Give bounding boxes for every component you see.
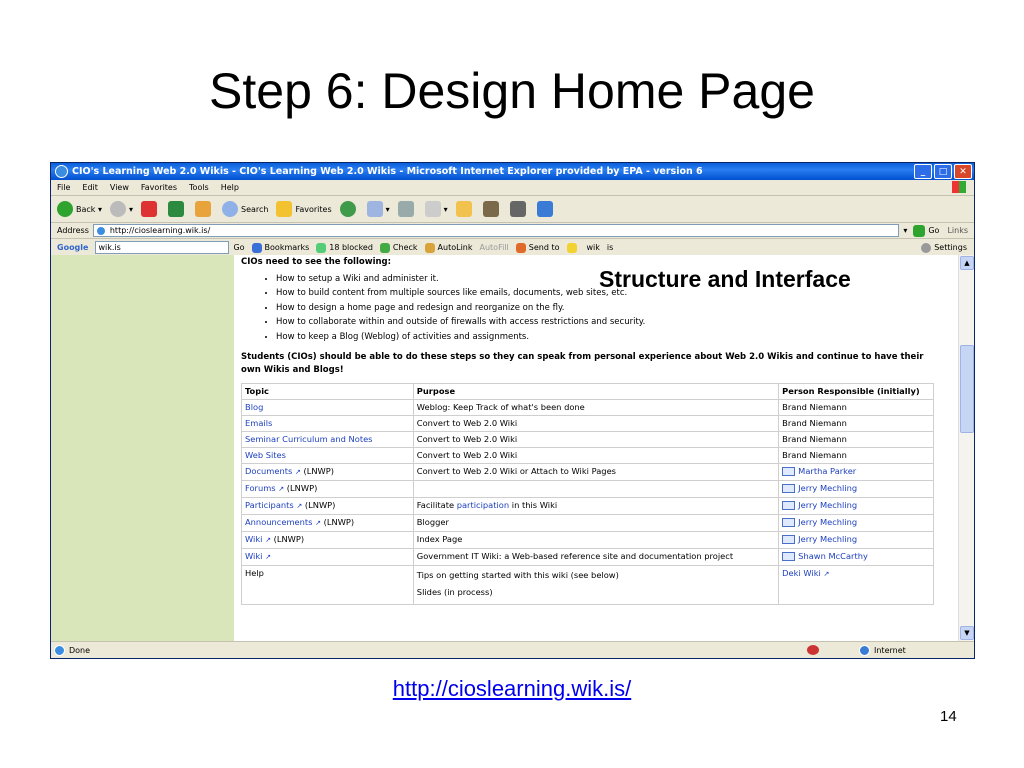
go-arrow-icon	[913, 225, 925, 237]
topic-link[interactable]: Forums	[245, 483, 276, 493]
external-link-icon: ↗	[265, 553, 271, 561]
external-link-icon: ↗	[296, 502, 303, 510]
close-button[interactable]: ✕	[954, 164, 972, 179]
autolink-icon	[425, 243, 435, 253]
star-icon	[252, 243, 262, 253]
table-row	[242, 566, 934, 605]
settings-button[interactable]: Settings	[921, 243, 967, 253]
favorites-star-icon	[276, 201, 292, 217]
header-topic: Topic	[242, 384, 414, 400]
page-icon	[96, 226, 106, 236]
windows-logo-icon	[952, 181, 966, 193]
sendto-button[interactable]: Send to	[516, 243, 560, 253]
structure-interface-label: Structure and Interface	[599, 266, 851, 292]
forward-button[interactable]: ▾	[110, 201, 133, 217]
help-purpose-line: Slides (in process)	[416, 587, 493, 597]
list-item: • How to keep a Blog (Weblog) of activities and assignments.	[276, 330, 645, 344]
favorites-button[interactable]: Favorites	[276, 201, 331, 217]
status-text: Done	[69, 645, 91, 655]
purpose-cell: Weblog: Keep Track of what's been done	[413, 400, 778, 416]
google-logo: Google	[57, 243, 89, 252]
needs-list	[241, 272, 645, 344]
topic-link[interactable]: Announcements	[245, 517, 313, 527]
purpose-cell: Index Page	[413, 532, 778, 549]
refresh-icon	[168, 201, 184, 217]
purpose-cell: Blogger	[413, 515, 778, 532]
edit-icon	[425, 201, 441, 217]
person-link[interactable]: Jerry Mechling	[798, 483, 858, 493]
menu-help[interactable]: Help	[220, 183, 239, 192]
header-purpose: Purpose	[413, 384, 778, 400]
wiki-main	[241, 255, 953, 641]
topic-link[interactable]: Seminar Curriculum and Notes	[245, 434, 373, 444]
menu-view[interactable]: View	[109, 183, 129, 192]
stop-button[interactable]	[141, 201, 160, 217]
search-button[interactable]: Search	[222, 201, 268, 217]
person-cell: Brand Niemann	[779, 432, 934, 448]
table-row	[242, 549, 934, 566]
window-button[interactable]	[510, 201, 529, 217]
person-cell: Brand Niemann	[779, 448, 934, 464]
topic-note: (LNWP)	[273, 534, 305, 544]
back-button[interactable]: Back ▾	[57, 201, 102, 217]
go-button[interactable]: Go	[913, 225, 939, 237]
autolink-button[interactable]: AutoLink	[425, 243, 473, 253]
home-icon	[195, 201, 211, 217]
mail-icon	[782, 535, 795, 544]
page-number: 14	[940, 708, 957, 725]
settings-icon	[921, 243, 931, 253]
mail-icon	[782, 518, 795, 527]
google-go-button[interactable]: Go	[233, 243, 245, 252]
list-item: • How to design a home page and redesign and reorganize on the fly.	[276, 301, 645, 315]
browser-window	[50, 162, 975, 659]
external-link-icon: ↗	[315, 519, 321, 527]
table-row	[242, 481, 934, 498]
popup-blocked-icon	[807, 645, 819, 655]
topic-link[interactable]: Wiki	[245, 534, 263, 544]
topics-table	[241, 383, 934, 605]
list-item: • How to build content from multiple sources like emails, documents, web sites, etc.	[276, 286, 645, 300]
minimize-button[interactable]: _	[914, 164, 932, 179]
topic-note: (LNWP)	[323, 517, 355, 527]
address-input[interactable]	[93, 224, 899, 237]
table-row	[242, 400, 934, 416]
menu-favorites[interactable]: Favorites	[140, 183, 178, 192]
address-dropdown-icon[interactable]: ▾	[903, 226, 908, 235]
highlighter-icon	[567, 243, 577, 253]
topic-link[interactable]: Participants	[245, 500, 294, 510]
topic-note: (LNWP)	[304, 500, 336, 510]
deki-wiki-link[interactable]: Deki Wiki	[782, 568, 821, 578]
edit-button[interactable]: ▾	[425, 201, 448, 217]
table-row	[242, 498, 934, 515]
forward-arrow-icon	[110, 201, 126, 217]
external-link-icon: ↗	[823, 570, 830, 578]
menu-edit[interactable]: Edit	[82, 183, 98, 192]
google-search-input[interactable]: wik.is	[95, 241, 229, 254]
autofill-button[interactable]: AutoFill	[479, 243, 509, 252]
ie-logo-icon	[55, 165, 68, 178]
window-title: CIO's Learning Web 2.0 Wikis - CIO's Learning Web 2.0 Wikis - Microsoft Internet Explorer provided by EPA - version 6	[72, 166, 703, 177]
search-term-is[interactable]: is	[606, 243, 614, 252]
standard-toolbar	[51, 196, 974, 223]
history-icon	[340, 201, 356, 217]
purpose-cell	[413, 481, 778, 498]
research-icon	[483, 201, 499, 217]
topic-link[interactable]: Wiki	[245, 551, 263, 561]
status-bar	[51, 641, 974, 658]
table-row	[242, 532, 934, 549]
table-row	[242, 515, 934, 532]
maximize-button[interactable]: □	[934, 164, 952, 179]
scroll-thumb[interactable]	[960, 345, 974, 433]
address-label: Address	[57, 226, 89, 235]
help-purpose-line: Tips on getting started with this wiki (see below)	[416, 570, 619, 580]
status-page-icon	[54, 645, 65, 656]
print-button[interactable]	[398, 201, 417, 217]
purpose-cell: Government IT Wiki: a Web-based reference site and documentation project	[413, 549, 778, 566]
list-item: • How to collaborate within and outside of firewalls with access restrictions and security.	[276, 315, 645, 329]
person-cell: Brand Niemann	[779, 416, 934, 432]
students-note: Students (CIOs) should be able to do these steps so they can speak from personal experience about Web 2.0 Wikis and continue to have their own Wikis and Blogs!	[241, 352, 924, 375]
left-sidebar-panel	[51, 255, 234, 641]
refresh-button[interactable]	[168, 201, 187, 217]
search-icon	[222, 201, 238, 217]
person-link[interactable]: Jerry Mechling	[798, 500, 858, 510]
bookmarks-button[interactable]: Bookmarks	[252, 243, 310, 253]
address-bar	[51, 223, 974, 239]
person-link[interactable]: Martha Parker	[798, 466, 857, 476]
purpose-text-after: in this Wiki	[509, 500, 558, 510]
header-person: Person Responsible (initially)	[779, 384, 934, 400]
purpose-text: Facilitate	[416, 500, 457, 510]
mail-icon	[367, 201, 383, 217]
menu-bar	[51, 180, 974, 196]
spellcheck-icon	[380, 243, 390, 253]
home-button[interactable]	[195, 201, 214, 217]
address-value: http://cioslearning.wik.is/	[109, 226, 211, 235]
needs-heading: CIOs need to see the following:	[241, 257, 392, 267]
messenger-button[interactable]	[537, 201, 556, 217]
research-button[interactable]	[483, 201, 502, 217]
table-row	[242, 416, 934, 432]
globe-icon	[859, 645, 870, 656]
table-row	[242, 432, 934, 448]
window-icon	[510, 201, 526, 217]
window-titlebar[interactable]	[51, 163, 974, 180]
help-topic-cell: Help	[242, 566, 414, 605]
purpose-cell: Convert to Web 2.0 Wiki	[413, 432, 778, 448]
topic-link[interactable]: Documents	[245, 466, 293, 476]
external-link-icon: ↗	[278, 485, 285, 493]
person-link[interactable]: Jerry Mechling	[798, 517, 858, 527]
topic-note: (LNWP)	[286, 483, 318, 493]
person-link[interactable]: Jerry Mechling	[798, 534, 858, 544]
topic-link[interactable]: Blog	[245, 402, 264, 412]
spellcheck-button[interactable]: Check	[380, 243, 418, 253]
external-link-icon: ↗	[265, 536, 271, 544]
back-arrow-icon	[57, 201, 73, 217]
print-icon	[398, 201, 414, 217]
links-button[interactable]: Links	[947, 226, 968, 235]
slide-url-link[interactable]: http://cioslearning.wik.is/	[392, 676, 632, 701]
mail-button[interactable]: ▾	[367, 201, 390, 217]
mail-icon	[782, 484, 795, 493]
menu-file[interactable]: File	[57, 183, 71, 192]
topic-link[interactable]: Emails	[245, 418, 273, 428]
scroll-down-arrow[interactable]: ▼	[960, 626, 974, 640]
popup-blocker-button[interactable]: 18 blocked	[316, 243, 373, 253]
stop-icon	[141, 201, 157, 217]
mail-icon	[782, 467, 795, 476]
external-link-icon: ↗	[294, 468, 301, 476]
table-header-row	[242, 384, 934, 400]
purpose-cell: Convert to Web 2.0 Wiki	[413, 448, 778, 464]
menu-tools[interactable]: Tools	[189, 183, 209, 192]
participation-link[interactable]: participation	[456, 500, 510, 510]
history-button[interactable]	[340, 201, 359, 217]
mail-icon	[782, 552, 795, 561]
slide-title: Step 6: Design Home Page	[209, 63, 815, 119]
person-cell: Brand Niemann	[779, 400, 934, 416]
folder-button[interactable]	[456, 201, 475, 217]
purpose-cell: Convert to Web 2.0 Wiki or Attach to Wiki Pages	[413, 464, 778, 481]
topic-note: (LNWP)	[303, 466, 334, 476]
list-item: • How to setup a Wiki and administer it.	[276, 272, 645, 286]
scroll-up-arrow[interactable]: ▲	[960, 256, 974, 270]
folder-icon	[456, 201, 472, 217]
zone-text: Internet	[874, 645, 906, 655]
vertical-scrollbar[interactable]	[958, 255, 974, 641]
sendto-icon	[516, 243, 526, 253]
table-row	[242, 464, 934, 481]
person-link[interactable]: Shawn McCarthy	[798, 551, 868, 561]
table-row	[242, 448, 934, 464]
search-term-wik[interactable]: wik	[586, 243, 600, 252]
mail-icon	[782, 501, 795, 510]
topic-link[interactable]: Web Sites	[245, 450, 286, 460]
highlight-button[interactable]	[567, 243, 580, 253]
page-content	[51, 255, 958, 641]
purpose-cell: Convert to Web 2.0 Wiki	[413, 416, 778, 432]
messenger-icon	[537, 201, 553, 217]
popup-blocker-icon	[316, 243, 326, 253]
